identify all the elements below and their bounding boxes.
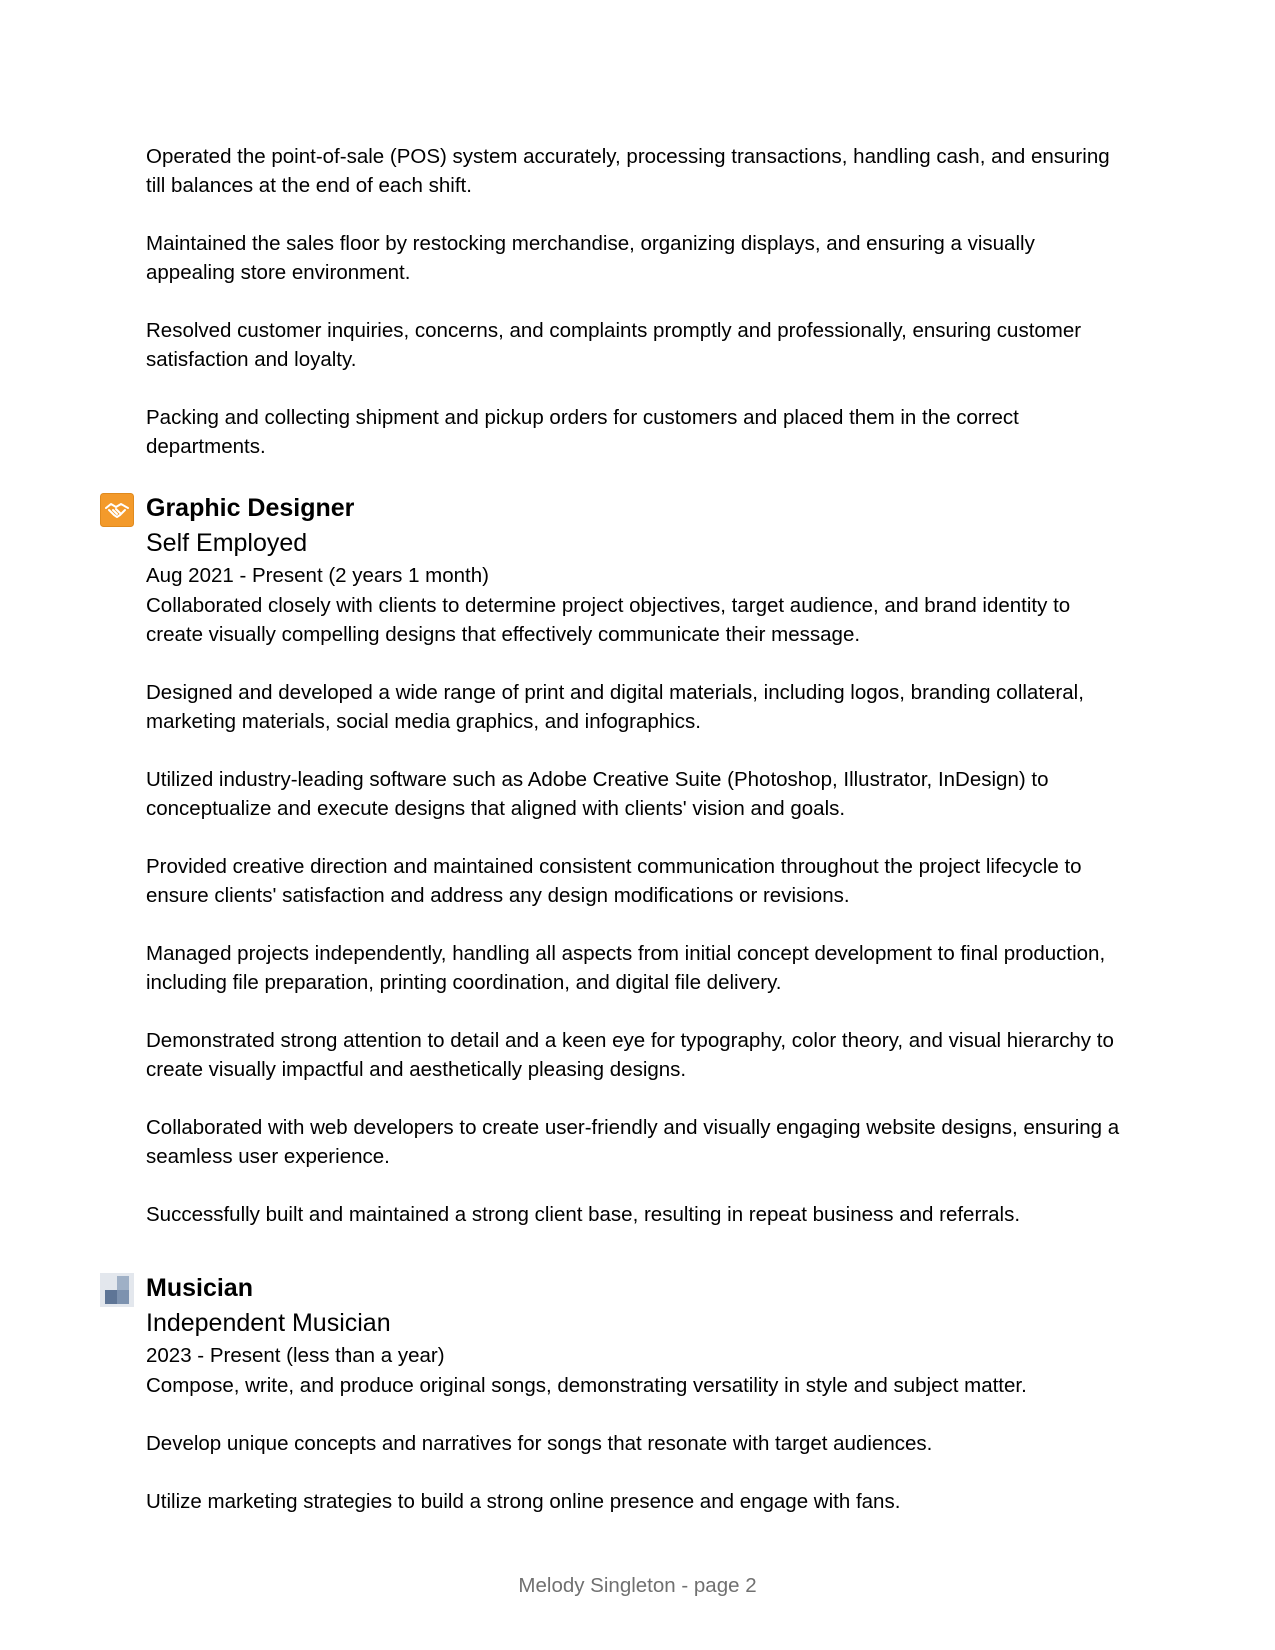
job-bullet: Collaborated closely with clients to determine project objectives, target audience, and brand identity to create visually compelling designs that effectively communicate their message.: [146, 594, 1071, 646]
intro-bullet: Maintained the sales floor by restocking merchandise, organizing displays, and ensuring a visually appealing store environment.: [146, 232, 1035, 284]
job-bullet: Collaborated with web developers to create user-friendly and visually engaging website designs, ensuring a seamless user experience.: [146, 1116, 1120, 1168]
job-dates: 2023 - Present (less than a year): [146, 1344, 445, 1367]
job-bullet: Designed and developed a wide range of print and digital materials, including logos, branding collateral, marketing materials, social media graphics, and infographics.: [146, 681, 1084, 733]
handshake-icon: [100, 493, 134, 527]
job-title: Graphic Designer: [146, 494, 355, 522]
company-logo-icon: [100, 1273, 134, 1307]
job-title: Musician: [146, 1274, 253, 1302]
job-dates: Aug 2021 - Present (2 years 1 month): [146, 564, 489, 587]
job-bullet: Compose, write, and produce original songs, demonstrating versatility in style and subject matter.: [146, 1374, 1027, 1397]
job-bullet: Managed projects independently, handling all aspects from initial concept development to final production, including file preparation, printing coordination, and digital file delivery.: [146, 942, 1106, 994]
job-bullet: Successfully built and maintained a strong client base, resulting in repeat business and referrals.: [146, 1203, 1021, 1226]
intro-bullet: Packing and collecting shipment and pickup orders for customers and placed them in the correct departments.: [146, 406, 1019, 458]
page-footer: Melody Singleton - page 2: [518, 1574, 757, 1597]
job-bullet: Develop unique concepts and narratives for songs that resonate with target audiences.: [146, 1432, 933, 1455]
job-entry-graphic-designer: [146, 491, 1126, 1229]
intro-bullets: [146, 142, 1126, 461]
intro-bullet: Resolved customer inquiries, concerns, and complaints promptly and professionally, ensuring customer satisfaction and loyalty.: [146, 319, 1082, 371]
page-content: [146, 142, 1126, 1516]
intro-bullet: Operated the point-of-sale (POS) system accurately, processing transactions, handling cash, and ensuring till balances at the end of each shift.: [146, 145, 1110, 197]
job-entry-musician: [146, 1271, 1126, 1516]
job-company: Self Employed: [146, 529, 308, 557]
job-bullet: Provided creative direction and maintained consistent communication throughout the project lifecycle to ensure clients' satisfaction and address any design modifications or revisions.: [146, 855, 1082, 907]
job-bullet: Demonstrated strong attention to detail and a keen eye for typography, color theory, and visual hierarchy to create visually impactful and aesthetically pleasing designs.: [146, 1029, 1114, 1081]
job-bullet: Utilized industry-leading software such as Adobe Creative Suite (Photoshop, Illustrator, InDesign) to conceptualize and execute designs that aligned with clients' vision and goals.: [146, 768, 1049, 820]
job-company: Independent Musician: [146, 1309, 391, 1337]
job-bullet: Utilize marketing strategies to build a strong online presence and engage with fans.: [146, 1490, 901, 1513]
